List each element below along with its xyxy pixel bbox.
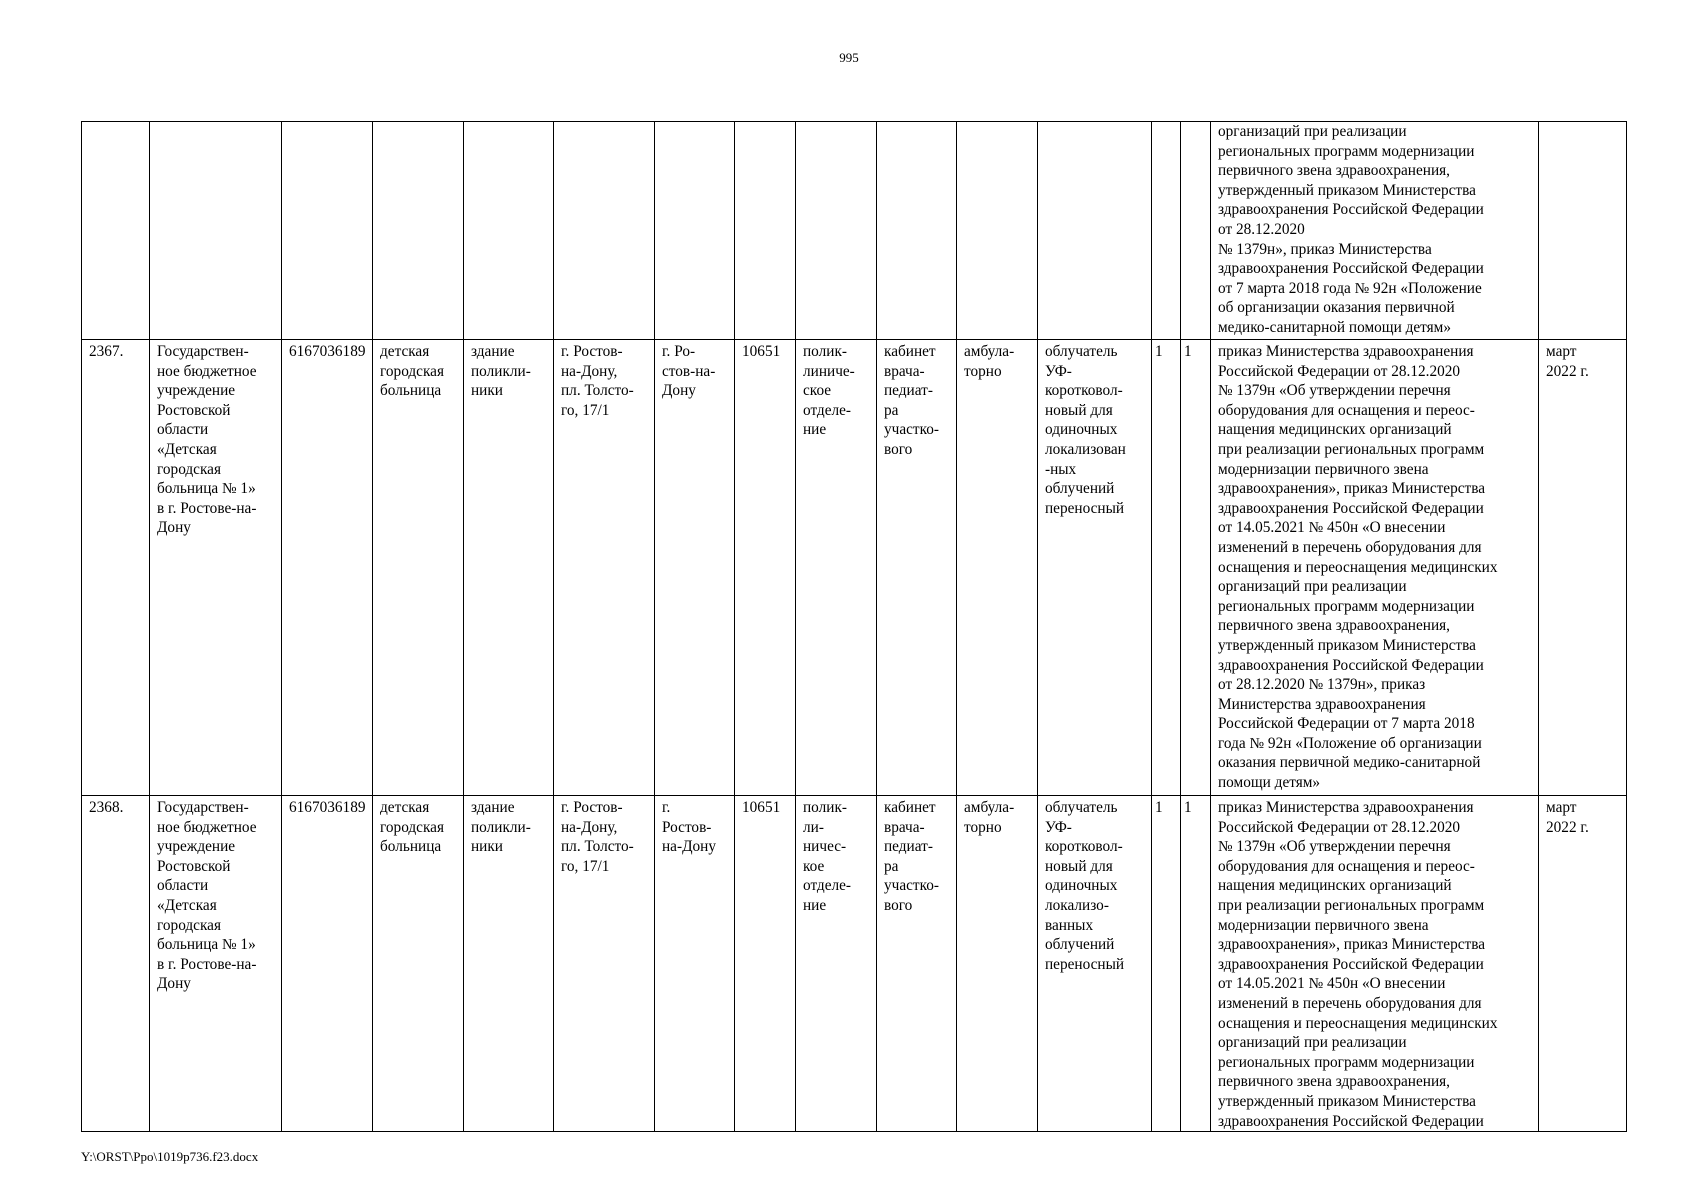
cell-qty2: 1 — [1181, 796, 1211, 1132]
cell-inn: 6167036189 — [282, 340, 373, 796]
cell-room: кабинет врача- педиат- ра участко- вого — [877, 796, 957, 1132]
cell-num: 2367. — [82, 340, 150, 796]
cell-org: Государствен- ное бюджетное учреждение Ростовской области «Детская городская больница № 1» в г. Ростове-на- Дону — [150, 796, 282, 1132]
cell-address — [554, 122, 655, 340]
cell-org: Государствен- ное бюджетное учреждение Ростовской области «Детская городская больница № 1» в г. Ростове-на- Дону — [150, 340, 282, 796]
footer-file-path: Y:\ORST\Ppo\1019p736.f23.docx — [81, 1149, 259, 1164]
cell-date: март 2022 г. — [1539, 340, 1627, 796]
table-row-continuation — [82, 122, 1627, 340]
page-number: 995 — [839, 50, 859, 65]
cell-equipment: облучатель УФ- коротковол- новый для одиночных локализо- ванных облучений переносный — [1038, 796, 1152, 1132]
cell-address: г. Ростов- на-Дону, пл. Толсто- го, 17/1 — [554, 340, 655, 796]
cell-equipment — [1038, 122, 1152, 340]
cell-room — [877, 122, 957, 340]
table-row — [82, 340, 1627, 796]
cell-department: полик- ли- ничес- кое отделе- ние — [796, 796, 877, 1132]
cell-city: г. Ростов- на-Дону — [655, 796, 735, 1132]
cell-type — [373, 122, 464, 340]
cell-room: кабинет врача- педиат- ра участко- вого — [877, 340, 957, 796]
cell-qty1: 1 — [1152, 340, 1181, 796]
cell-city: г. Ро- стов-на- Дону — [655, 340, 735, 796]
cell-qty2: 1 — [1181, 340, 1211, 796]
cell-address: г. Ростов- на-Дону, пл. Толсто- го, 17/1 — [554, 796, 655, 1132]
cell-date — [1539, 122, 1627, 340]
cell-department — [796, 122, 877, 340]
cell-city — [655, 122, 735, 340]
cell-mode: амбула- торно — [957, 796, 1038, 1132]
cell-equipment: облучатель УФ- коротковол- новый для одиночных локализован -ных облучений переносный — [1038, 340, 1152, 796]
cell-building — [464, 122, 554, 340]
cell-legal-basis: приказ Министерства здравоохранения Российской Федерации от 28.12.2020 № 1379н «Об утверждении перечня оборудования для оснащения и переос- нащения медицинских организаций при реализации региональных программ модернизации первичного звена здравоохранения», приказ Министерства здравоохранения Российской Федерации от 14.05.2021 № 450н «О внесении изменений в перечень оборудования для оснащения и переоснащения медицинских организаций при реализации региональных программ модернизации первичного звена здравоохранения, утвержденный приказом Министерства здравоохранения Российской Федерации от 28.12.2020 № 1379н», приказ Министерства здравоохранения Российской Федерации от 7 марта 2018 года № 92н «Положение об организации оказания первичной медико-санитарной помощи детям» — [1211, 340, 1539, 796]
cell-building: здание поликли- ники — [464, 796, 554, 1132]
cell-type: детская городская больница — [373, 796, 464, 1132]
cell-qty1 — [1152, 122, 1181, 340]
cell-department: полик- линиче- ское отделе- ние — [796, 340, 877, 796]
cell-num: 2368. — [82, 796, 150, 1132]
cell-inn — [282, 122, 373, 340]
cell-org — [150, 122, 282, 340]
cell-building: здание поликли- ники — [464, 340, 554, 796]
cell-mode — [957, 122, 1038, 340]
cell-code — [735, 122, 796, 340]
cell-qty1: 1 — [1152, 796, 1181, 1132]
cell-code: 10651 — [735, 796, 796, 1132]
cell-num — [82, 122, 150, 340]
equipment-table — [81, 121, 1627, 1132]
cell-mode: амбула- торно — [957, 340, 1038, 796]
cell-date: март 2022 г. — [1539, 796, 1627, 1132]
table-row — [82, 796, 1627, 1132]
cell-inn: 6167036189 — [282, 796, 373, 1132]
cell-legal-basis: приказ Министерства здравоохранения Российской Федерации от 28.12.2020 № 1379н «Об утверждении перечня оборудования для оснащения и переос- нащения медицинских организаций при реализации региональных программ модернизации первичного звена здравоохранения», приказ Министерства здравоохранения Российской Федерации от 14.05.2021 № 450н «О внесении изменений в перечень оборудования для оснащения и переоснащения медицинских организаций при реализации региональных программ модернизации первичного звена здравоохранения, утвержденный приказом Министерства здравоохранения Российской Федерации — [1211, 796, 1539, 1132]
cell-type: детская городская больница — [373, 340, 464, 796]
cell-code: 10651 — [735, 340, 796, 796]
cell-legal-basis: организаций при реализации региональных программ модернизации первичного звена здравоохранения, утвержденный приказом Министерства здравоохранения Российской Федерации от 28.12.2020 № 1379н», приказ Министерства здравоохранения Российской Федерации от 7 марта 2018 года № 92н «Положение об организации оказания первичной медико-санитарной помощи детям» — [1211, 122, 1539, 340]
cell-qty2 — [1181, 122, 1211, 340]
